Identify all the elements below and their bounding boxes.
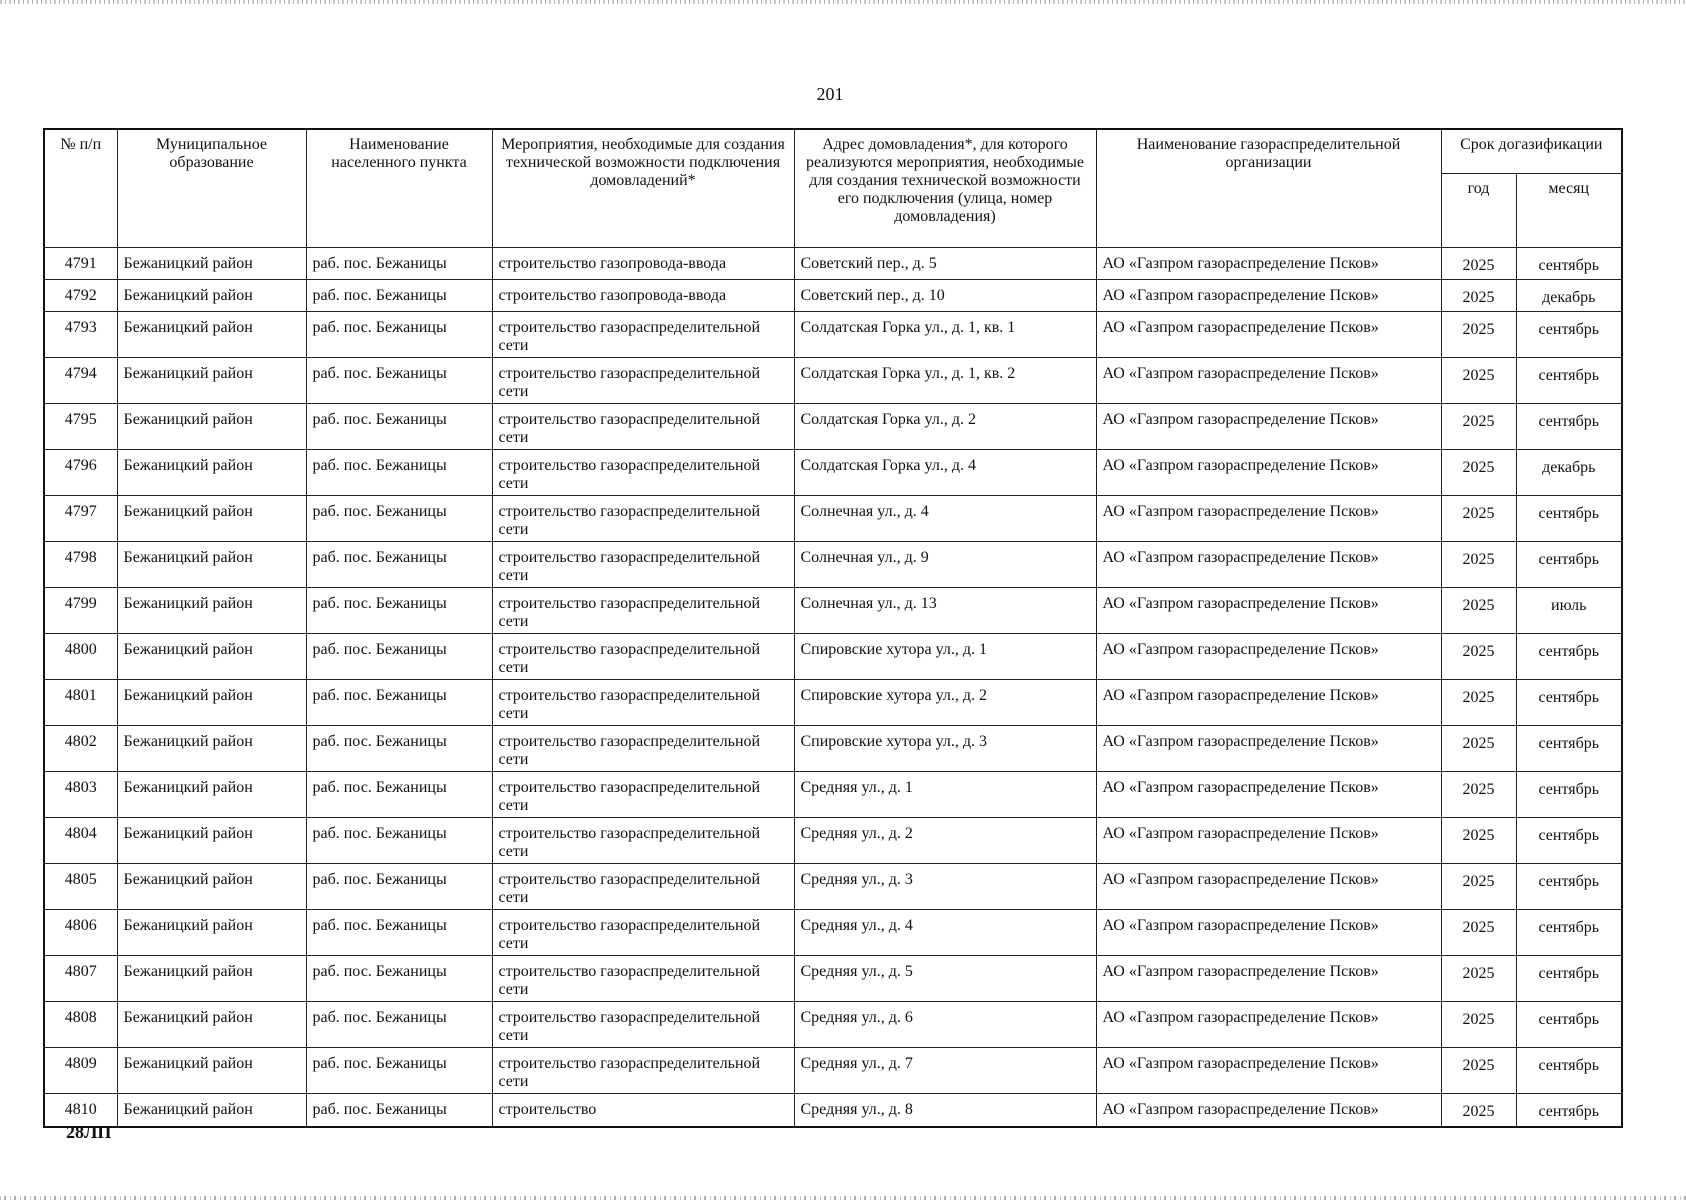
cell-settlement: раб. пос. Бежаницы [306,955,492,1001]
cell-year: 2025 [1441,1047,1516,1093]
cell-num: 4797 [44,495,117,541]
cell-address: Советский пер., д. 10 [794,279,1096,311]
table-row [44,541,1622,587]
cell-organization: АО «Газпром газораспределение Псков» [1096,955,1441,1001]
cell-month: сентябрь [1516,495,1622,541]
cell-num: 4793 [44,311,117,357]
cell-address: Средняя ул., д. 4 [794,909,1096,955]
cell-settlement: раб. пос. Бежаницы [306,725,492,771]
cell-year: 2025 [1441,541,1516,587]
cell-municipality: Бежаницкий район [117,955,306,1001]
cell-month: сентябрь [1516,633,1622,679]
cell-settlement: раб. пос. Бежаницы [306,817,492,863]
cell-address: Солнечная ул., д. 13 [794,587,1096,633]
cell-settlement: раб. пос. Бежаницы [306,679,492,725]
cell-address: Средняя ул., д. 5 [794,955,1096,1001]
cell-settlement: раб. пос. Бежаницы [306,449,492,495]
page-number: 201 [816,84,844,104]
cell-year: 2025 [1441,909,1516,955]
cell-address: Солдатская Горка ул., д. 2 [794,403,1096,449]
header-deadline: Срок догазификации [1441,129,1622,173]
table-row [44,495,1622,541]
table-row [44,279,1622,311]
cell-organization: АО «Газпром газораспределение Псков» [1096,279,1441,311]
cell-address: Спировские хутора ул., д. 1 [794,633,1096,679]
scan-edge-top [0,0,1686,4]
cell-year: 2025 [1441,863,1516,909]
table-row [44,1093,1622,1127]
cell-municipality: Бежаницкий район [117,403,306,449]
table-row [44,817,1622,863]
cell-num: 4799 [44,587,117,633]
cell-month: сентябрь [1516,1001,1622,1047]
cell-month: сентябрь [1516,403,1622,449]
cell-municipality: Бежаницкий район [117,679,306,725]
header-settlement: Наименование населенного пункта [306,129,492,247]
cell-municipality: Бежаницкий район [117,311,306,357]
cell-address: Средняя ул., д. 7 [794,1047,1096,1093]
cell-organization: АО «Газпром газораспределение Псков» [1096,541,1441,587]
cell-measures: строительство газораспределительной сети [492,863,794,909]
footer-code: 28ЛП [66,1122,112,1142]
cell-measures: строительство газораспределительной сети [492,679,794,725]
table-row [44,725,1622,771]
table-row [44,909,1622,955]
table-row [44,247,1622,279]
cell-municipality: Бежаницкий район [117,633,306,679]
cell-settlement: раб. пос. Бежаницы [306,1001,492,1047]
cell-num: 4804 [44,817,117,863]
cell-measures: строительство газораспределительной сети [492,587,794,633]
cell-num: 4792 [44,279,117,311]
cell-num: 4795 [44,403,117,449]
cell-organization: АО «Газпром газораспределение Псков» [1096,725,1441,771]
cell-organization: АО «Газпром газораспределение Псков» [1096,679,1441,725]
cell-num: 4794 [44,357,117,403]
cell-year: 2025 [1441,357,1516,403]
cell-month: декабрь [1516,279,1622,311]
cell-month: июль [1516,587,1622,633]
cell-measures: строительство газораспределительной сети [492,449,794,495]
cell-municipality: Бежаницкий район [117,725,306,771]
cell-num: 4806 [44,909,117,955]
table-row [44,1047,1622,1093]
cell-organization: АО «Газпром газораспределение Псков» [1096,403,1441,449]
cell-year: 2025 [1441,403,1516,449]
cell-year: 2025 [1441,725,1516,771]
cell-settlement: раб. пос. Бежаницы [306,771,492,817]
cell-address: Солдатская Горка ул., д. 4 [794,449,1096,495]
cell-address: Спировские хутора ул., д. 2 [794,679,1096,725]
cell-num: 4809 [44,1047,117,1093]
cell-municipality: Бежаницкий район [117,449,306,495]
header-year: год [1441,173,1516,247]
cell-month: сентябрь [1516,771,1622,817]
cell-organization: АО «Газпром газораспределение Псков» [1096,1047,1441,1093]
cell-organization: АО «Газпром газораспределение Псков» [1096,311,1441,357]
cell-num: 4808 [44,1001,117,1047]
cell-address: Солнечная ул., д. 9 [794,541,1096,587]
cell-year: 2025 [1441,587,1516,633]
cell-year: 2025 [1441,955,1516,1001]
cell-municipality: Бежаницкий район [117,495,306,541]
cell-measures: строительство газораспределительной сети [492,541,794,587]
table-row [44,311,1622,357]
header-municipality: Муниципальное образование [117,129,306,247]
cell-address: Солдатская Горка ул., д. 1, кв. 1 [794,311,1096,357]
cell-measures: строительство газораспределительной сети [492,1047,794,1093]
header-row [44,129,1622,173]
cell-num: 4798 [44,541,117,587]
cell-month: сентябрь [1516,357,1622,403]
cell-settlement: раб. пос. Бежаницы [306,247,492,279]
table-row [44,955,1622,1001]
cell-address: Средняя ул., д. 8 [794,1093,1096,1127]
cell-num: 4796 [44,449,117,495]
cell-settlement: раб. пос. Бежаницы [306,311,492,357]
cell-month: сентябрь [1516,247,1622,279]
cell-organization: АО «Газпром газораспределение Псков» [1096,817,1441,863]
cell-municipality: Бежаницкий район [117,247,306,279]
cell-year: 2025 [1441,817,1516,863]
cell-measures: строительство газораспределительной сети [492,955,794,1001]
cell-settlement: раб. пос. Бежаницы [306,403,492,449]
cell-month: сентябрь [1516,1047,1622,1093]
cell-measures: строительство [492,1093,794,1127]
cell-municipality: Бежаницкий район [117,817,306,863]
cell-organization: АО «Газпром газораспределение Псков» [1096,247,1441,279]
cell-measures: строительство газораспределительной сети [492,725,794,771]
cell-year: 2025 [1441,633,1516,679]
cell-address: Средняя ул., д. 2 [794,817,1096,863]
cell-month: сентябрь [1516,1093,1622,1127]
cell-organization: АО «Газпром газораспределение Псков» [1096,1093,1441,1127]
cell-address: Советский пер., д. 5 [794,247,1096,279]
cell-measures: строительство газораспределительной сети [492,909,794,955]
cell-settlement: раб. пос. Бежаницы [306,541,492,587]
cell-municipality: Бежаницкий район [117,279,306,311]
cell-year: 2025 [1441,279,1516,311]
cell-address: Солдатская Горка ул., д. 1, кв. 2 [794,357,1096,403]
cell-year: 2025 [1441,679,1516,725]
cell-year: 2025 [1441,1093,1516,1127]
cell-settlement: раб. пос. Бежаницы [306,1093,492,1127]
header-address: Адрес домовладения*, для которого реализуются мероприятия, необходимые для создания технической возможности его подключения (улица, номер домовладения) [794,129,1096,247]
cell-measures: строительство газопровода-ввода [492,279,794,311]
cell-month: сентябрь [1516,909,1622,955]
cell-settlement: раб. пос. Бежаницы [306,495,492,541]
cell-measures: строительство газораспределительной сети [492,817,794,863]
table-row [44,771,1622,817]
cell-measures: строительство газораспределительной сети [492,495,794,541]
cell-year: 2025 [1441,771,1516,817]
table-row [44,449,1622,495]
cell-year: 2025 [1441,495,1516,541]
cell-year: 2025 [1441,311,1516,357]
cell-settlement: раб. пос. Бежаницы [306,1047,492,1093]
cell-organization: АО «Газпром газораспределение Псков» [1096,863,1441,909]
header-measures: Мероприятия, необходимые для создания технической возможности подключения домовладений* [492,129,794,247]
cell-municipality: Бежаницкий район [117,1047,306,1093]
cell-month: сентябрь [1516,863,1622,909]
cell-settlement: раб. пос. Бежаницы [306,279,492,311]
cell-year: 2025 [1441,449,1516,495]
cell-municipality: Бежаницкий район [117,587,306,633]
table-row [44,357,1622,403]
cell-month: сентябрь [1516,725,1622,771]
cell-organization: АО «Газпром газораспределение Псков» [1096,449,1441,495]
cell-measures: строительство газораспределительной сети [492,1001,794,1047]
cell-organization: АО «Газпром газораспределение Псков» [1096,495,1441,541]
cell-num: 4801 [44,679,117,725]
gasification-table [43,128,1623,1128]
cell-address: Средняя ул., д. 3 [794,863,1096,909]
table-row [44,679,1622,725]
cell-municipality: Бежаницкий район [117,541,306,587]
cell-municipality: Бежаницкий район [117,1093,306,1127]
cell-organization: АО «Газпром газораспределение Псков» [1096,771,1441,817]
cell-month: сентябрь [1516,817,1622,863]
cell-measures: строительство газораспределительной сети [492,771,794,817]
cell-year: 2025 [1441,1001,1516,1047]
cell-municipality: Бежаницкий район [117,909,306,955]
cell-month: сентябрь [1516,311,1622,357]
cell-municipality: Бежаницкий район [117,357,306,403]
cell-address: Средняя ул., д. 6 [794,1001,1096,1047]
cell-organization: АО «Газпром газораспределение Псков» [1096,909,1441,955]
scan-edge-bottom [0,1196,1686,1200]
cell-num: 4807 [44,955,117,1001]
header-month: месяц [1516,173,1622,247]
cell-address: Средняя ул., д. 1 [794,771,1096,817]
cell-measures: строительство газораспределительной сети [492,311,794,357]
cell-organization: АО «Газпром газораспределение Псков» [1096,587,1441,633]
cell-organization: АО «Газпром газораспределение Псков» [1096,1001,1441,1047]
cell-month: сентябрь [1516,679,1622,725]
cell-measures: строительство газораспределительной сети [492,633,794,679]
cell-year: 2025 [1441,247,1516,279]
cell-organization: АО «Газпром газораспределение Псков» [1096,633,1441,679]
cell-num: 4802 [44,725,117,771]
cell-settlement: раб. пос. Бежаницы [306,357,492,403]
cell-municipality: Бежаницкий район [117,771,306,817]
cell-num: 4805 [44,863,117,909]
table-row [44,403,1622,449]
cell-num: 4791 [44,247,117,279]
cell-measures: строительство газопровода-ввода [492,247,794,279]
table-row [44,1001,1622,1047]
header-organization: Наименование газораспределительной организации [1096,129,1441,247]
cell-settlement: раб. пос. Бежаницы [306,863,492,909]
header-num: № п/п [44,129,117,247]
cell-measures: строительство газораспределительной сети [492,403,794,449]
cell-settlement: раб. пос. Бежаницы [306,909,492,955]
cell-address: Солнечная ул., д. 4 [794,495,1096,541]
cell-settlement: раб. пос. Бежаницы [306,633,492,679]
cell-organization: АО «Газпром газораспределение Псков» [1096,357,1441,403]
cell-month: сентябрь [1516,541,1622,587]
cell-month: сентябрь [1516,955,1622,1001]
cell-num: 4800 [44,633,117,679]
table-row [44,587,1622,633]
cell-num: 4810 [44,1093,117,1127]
cell-measures: строительство газораспределительной сети [492,357,794,403]
cell-municipality: Бежаницкий район [117,863,306,909]
table-body [44,247,1622,1127]
cell-month: декабрь [1516,449,1622,495]
cell-municipality: Бежаницкий район [117,1001,306,1047]
cell-num: 4803 [44,771,117,817]
cell-settlement: раб. пос. Бежаницы [306,587,492,633]
cell-address: Спировские хутора ул., д. 3 [794,725,1096,771]
table-row [44,863,1622,909]
table-row [44,633,1622,679]
